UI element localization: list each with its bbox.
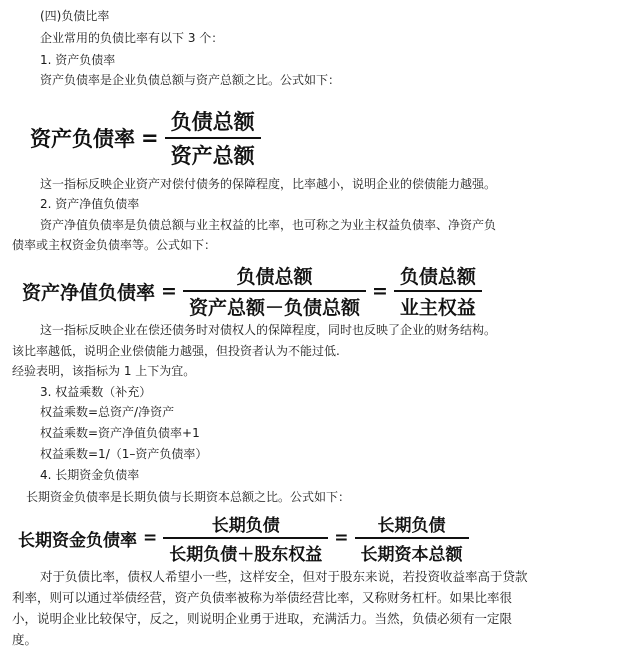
equals-sign: = [141, 126, 159, 150]
item2-definition-line2: 债率或主权资金负债率等。公式如下： [12, 238, 217, 252]
fraction-denominator: 长期负债＋股东权益 [163, 537, 328, 565]
formula-net-asset-debt-ratio [22, 262, 482, 320]
item1-definition: 资产负债率是企业负债总额与资产总额之比。公式如下： [40, 73, 341, 87]
fraction-denominator: 资产总额－负债总额 [183, 290, 366, 320]
section-title: (四)负债比率 [40, 9, 110, 23]
formula-long-term-debt-ratio [18, 511, 469, 565]
item2-explanation-line1: 这一指标反映企业在偿还债务时对债权人的保障程度，同时也反映了企业的财务结构。 [40, 323, 497, 337]
item3-line3: 权益乘数=1/（1–资产负债率） [40, 447, 208, 461]
fraction [394, 262, 482, 320]
fraction-denominator: 资产总额 [165, 137, 261, 170]
formula-lhs: 资产净值负债率 [22, 281, 156, 304]
item2-explanation-line2: 该比率越低，说明企业偿债能力越强，但投资者认为不能过低. [12, 344, 340, 358]
item2-heading: 2. 资产净值负债率 [40, 197, 140, 211]
item1-explanation: 这一指标反映企业资产对偿付债务的保障程度，比率越小，说明企业的偿债能力越强。 [40, 177, 497, 191]
item2-experience: 经验表明，该指标为 1 上下为宜。 [12, 364, 196, 378]
item3-line1: 权益乘数=总资产/净资产 [40, 405, 175, 419]
conclusion-line3: 小，说明企业比较保守，反之，则说明企业勇于进取，充满活力。当然，负债必须有一定限 [12, 611, 513, 626]
section-intro: 企业常用的负债比率有以下 3 个： [40, 31, 224, 45]
equals-sign: = [334, 528, 349, 548]
fraction-numerator: 负债总额 [236, 266, 313, 288]
item4-definition: 长期资金负债率是长期负债与长期资本总额之比。公式如下： [26, 490, 351, 504]
fraction-numerator: 长期负债 [377, 516, 446, 536]
fraction [163, 511, 328, 565]
item2-definition-line1: 资产净值负债率是负债总额与业主权益的比率，也可称之为业主权益负债率、净资产负 [40, 218, 497, 232]
equals-sign: = [371, 280, 388, 302]
conclusion-line1: 对于负债比率，债权人希望小一些，这样安全，但对于股东来说，若投资收益率高于贷款 [40, 569, 528, 584]
fraction [183, 262, 366, 320]
fraction-denominator: 长期资本总额 [355, 537, 469, 565]
item3-heading: 3. 权益乘数（补充） [40, 385, 152, 399]
fraction [355, 511, 469, 565]
fraction [165, 106, 261, 170]
item4-heading: 4. 长期资金负债率 [40, 468, 140, 482]
fraction-numerator: 长期负债 [211, 516, 280, 536]
equals-sign: = [143, 528, 158, 548]
formula-lhs: 长期资金负债率 [18, 530, 137, 551]
conclusion-line4: 度。 [12, 632, 38, 647]
equals-sign: = [161, 280, 177, 302]
fraction-denominator: 业主权益 [394, 290, 482, 320]
formula-debt-ratio [30, 106, 261, 170]
item1-heading: 1. 资产负债率 [40, 53, 116, 67]
item3-line2: 权益乘数=资产净值负债率+1 [40, 426, 200, 440]
fraction-numerator: 负债总额 [170, 110, 255, 134]
conclusion-line2: 利率，则可以通过举债经营，资产负债率被称为举债经营比率，又称财务杠杆。如果比率很 [12, 590, 513, 605]
fraction-numerator: 负债总额 [399, 266, 476, 288]
formula-lhs: 资产负债率 [30, 127, 135, 151]
